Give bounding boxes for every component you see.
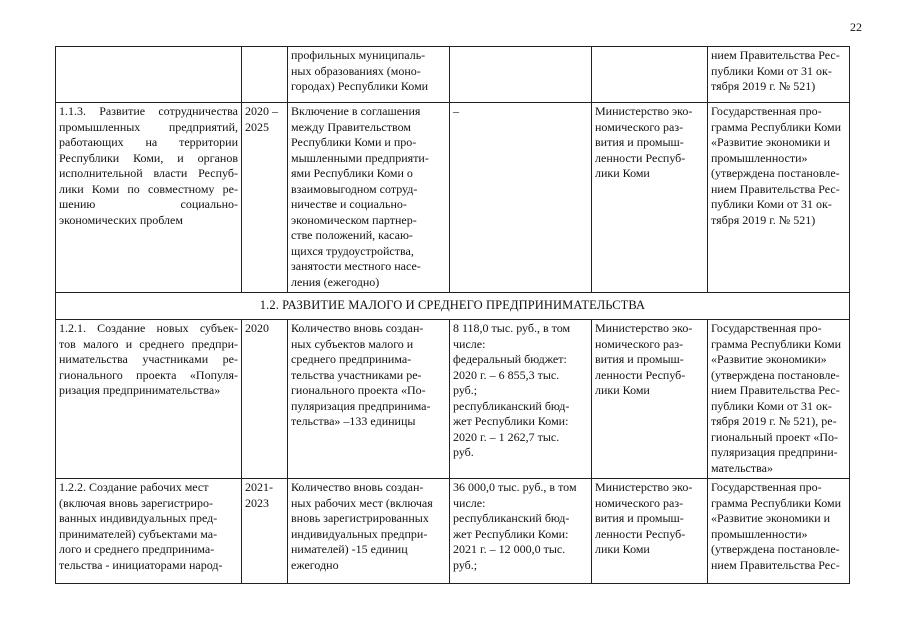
cell-text-line: мышленными предприяти- <box>291 150 429 165</box>
cell-text-line: ванных индивидуальных пред- <box>59 511 218 525</box>
cell-text-line: 2020 г. – 1 262,7 тыс. <box>453 429 560 444</box>
cell-text-line: вития и промыш- <box>595 511 684 525</box>
cell-text-line: взаимовыгодном сотруд- <box>291 181 418 196</box>
cell-text-line: мательства» <box>711 460 773 475</box>
cell-text-line: «Развитие экономики и <box>711 511 831 525</box>
cell-text-line: промышленных предприятий, <box>59 119 238 134</box>
cell-text-line: числе: <box>453 336 486 351</box>
cell-text-line: Количество вновь создан- <box>291 480 424 494</box>
result-cell <box>288 103 450 293</box>
period-cell <box>242 103 288 293</box>
section-heading: 1.2. РАЗВИТИЕ МАЛОГО И СРЕДНЕГО ПРЕДПРИНИМАТЕЛЬСТВА <box>56 293 850 320</box>
measure-cell <box>56 103 242 293</box>
cell-text-line: лики Коми <box>595 383 650 397</box>
funding-cell <box>450 320 592 479</box>
cell-text-line: 2020 г. – 6 855,3 тыс. <box>453 367 560 382</box>
cell-text-line: Государственная про- <box>711 480 822 494</box>
cell-text-line: жет Республики Коми: <box>453 526 569 541</box>
cell-text-line: вития и промыш- <box>595 135 684 149</box>
cell-text-line: 2020 <box>245 321 269 335</box>
cell-text-line: – <box>453 104 459 118</box>
cell-text-line: жет Республики Коми: <box>453 414 569 428</box>
table-row <box>56 320 850 479</box>
cell-text-line: нимательства участниками ре- <box>59 352 238 366</box>
cell-text-line: тельства участниками ре- <box>291 367 422 382</box>
cell-text-line: исполнительной власти Респуб- <box>59 166 238 180</box>
cell-text-line: экономических проблем <box>59 212 183 227</box>
cell-text-line: публики Коми от 31 ок- <box>711 398 832 413</box>
cell-text-line: экономическом партнер- <box>291 212 417 227</box>
cell-text-line: (включая вновь зарегистриро- <box>59 495 213 510</box>
cell-text-line: вития и промыш- <box>595 352 684 366</box>
cell-text-line: 1.1.3. Развитие сотрудничества <box>59 104 238 118</box>
cell-text-line: лого и среднего предпринима- <box>59 542 215 556</box>
period-cell <box>242 320 288 479</box>
period-cell <box>242 479 288 584</box>
funding-cell <box>450 479 592 584</box>
cell-text-line: шению социально- <box>59 197 238 211</box>
cell-text-line: лики Коми <box>595 166 650 180</box>
cell-text-line: среднего предпринима- <box>291 352 412 366</box>
cell-text-line: нием Правительства Рес- <box>711 48 840 62</box>
cell-text-line: нием Правительства Рес- <box>711 181 840 196</box>
cell-text-line: ризация предпринимательства» <box>59 383 221 397</box>
cell-text-line: руб.; <box>453 383 478 397</box>
cell-text-line: лики Коми <box>595 542 650 556</box>
cell-text-line: республиканский бюд- <box>453 511 570 525</box>
table-row <box>56 293 850 320</box>
cell-text-line: публики Коми от 31 ок- <box>711 63 832 78</box>
cell-text-line: публики Коми от 31 ок- <box>711 197 832 211</box>
cell-text-line: Включение в соглашения <box>291 104 421 118</box>
cell-text-line: занятости местного насе- <box>291 259 421 273</box>
cell-text-line: Министерство эко- <box>595 480 693 494</box>
cell-text-line: Министерство эко- <box>595 321 693 335</box>
result-cell <box>288 47 450 103</box>
cell-text-line: ных образованиях (моно- <box>291 63 421 78</box>
cell-text-line: индивидуальных предпри- <box>291 526 428 541</box>
cell-text-line: 2021 г. – 12 000,0 тыс. <box>453 542 566 556</box>
cell-text-line: городах) Республики Коми <box>291 79 429 93</box>
measures-table <box>55 46 850 584</box>
cell-text-line: нием Правительства Рес- <box>711 383 840 397</box>
cell-text-line: Республики Коми и про- <box>291 135 417 149</box>
cell-text-line: профильных муниципаль- <box>291 48 426 62</box>
funding-cell <box>450 47 592 103</box>
cell-text-line: руб. <box>453 445 474 459</box>
cell-text-line: ленности Респуб- <box>595 367 686 382</box>
cell-text-line: промышленности» <box>711 150 808 165</box>
cell-text-line: пуляризация предприни- <box>711 445 838 459</box>
cell-text-line: стве положений, касаю- <box>291 228 413 242</box>
table-row <box>56 479 850 584</box>
cell-text-line: нимателей) -15 единиц <box>291 542 408 556</box>
cell-text-line: республиканский бюд- <box>453 398 570 413</box>
program-cell <box>708 103 850 293</box>
period-cell <box>242 47 288 103</box>
cell-text-line: (утверждена постановле- <box>711 367 840 382</box>
cell-text-line: тября 2019 г. № 521), ре- <box>711 414 837 428</box>
cell-text-line: 8 118,0 тыс. руб., в том <box>453 321 571 335</box>
cell-text-line: «Развитие экономики» <box>711 352 827 366</box>
cell-text-line: 36 000,0 тыс. руб., в том <box>453 480 577 494</box>
cell-text-line: номического раз- <box>595 336 684 351</box>
program-cell <box>708 479 850 584</box>
measure-cell <box>56 479 242 584</box>
cell-text-line: (утверждена постановле- <box>711 542 840 556</box>
cell-text-line: «Развитие экономики и <box>711 135 831 149</box>
cell-text-line: тельства - инициаторами народ- <box>59 557 223 572</box>
cell-text-line: принимателей) субъектами ма- <box>59 526 218 541</box>
cell-text-line: ных субъектов малого и <box>291 336 414 351</box>
cell-text-line: гионального проекта «Популя- <box>59 367 238 382</box>
cell-text-line: промышленности» <box>711 526 808 541</box>
cell-text-line: Государственная про- <box>711 321 822 335</box>
result-cell <box>288 320 450 479</box>
cell-text-line: тельства» –133 единицы <box>291 414 416 428</box>
executor-cell <box>592 479 708 584</box>
cell-text-line: грамма Республики Коми <box>711 119 842 134</box>
cell-text-line: ных рабочих мест (включая <box>291 495 433 510</box>
cell-text-line: руб.; <box>453 557 478 572</box>
cell-text-line: ничестве и социально- <box>291 197 407 211</box>
table-row <box>56 47 850 103</box>
cell-text-line: 2021- <box>245 480 273 494</box>
measure-cell <box>56 320 242 479</box>
cell-text-line: работающих на территории <box>59 135 238 149</box>
cell-text-line: ленности Респуб- <box>595 526 686 541</box>
page-number: 22 <box>850 20 862 34</box>
cell-text-line: Количество вновь создан- <box>291 321 424 335</box>
cell-text-line: 2020 – <box>245 104 278 118</box>
program-cell <box>708 47 850 103</box>
cell-text-line: грамма Республики Коми <box>711 336 842 351</box>
funding-cell <box>450 103 592 293</box>
cell-text-line: тября 2019 г. № 521) <box>711 212 816 227</box>
cell-text-line: 2025 <box>245 119 269 134</box>
executor-cell <box>592 103 708 293</box>
cell-text-line: пуляризация предпринима- <box>291 398 431 413</box>
cell-text-line: ления (ежегодно) <box>291 274 380 289</box>
cell-text-line: Министерство эко- <box>595 104 693 118</box>
cell-text-line: ленности Респуб- <box>595 150 686 165</box>
cell-text-line: между Правительством <box>291 119 411 134</box>
cell-text-line: щихся трудоустройства, <box>291 243 414 258</box>
cell-text-line: лики Коми по совместному ре- <box>59 181 238 196</box>
program-cell <box>708 320 850 479</box>
executor-cell <box>592 47 708 103</box>
cell-text-line: гионального проекта «По- <box>291 383 426 397</box>
cell-text-line: грамма Республики Коми <box>711 495 842 510</box>
measure-cell <box>56 47 242 103</box>
cell-text-line: номического раз- <box>595 119 684 134</box>
cell-text-line: Государственная про- <box>711 104 822 118</box>
cell-text-line: Республики Коми, и органов <box>59 150 238 165</box>
executor-cell <box>592 320 708 479</box>
cell-text-line: 1.2.2. Создание рабочих мест <box>59 480 209 494</box>
cell-text-line: номического раз- <box>595 495 684 510</box>
cell-text-line: нием Правительства Рес- <box>711 557 840 572</box>
table-row <box>56 103 850 293</box>
cell-text-line: ями Республики Коми о <box>291 166 413 180</box>
cell-text-line: 2023 <box>245 495 269 510</box>
cell-text-line: числе: <box>453 495 486 510</box>
cell-text-line: (утверждена постановле- <box>711 166 840 180</box>
cell-text-line: 1.2.1. Создание новых субъек- <box>59 321 238 335</box>
cell-text-line: вновь зарегистрированных <box>291 511 429 525</box>
result-cell <box>288 479 450 584</box>
cell-text-line: гиональный проект «По- <box>711 429 839 444</box>
cell-text-line: федеральный бюджет: <box>453 352 567 366</box>
cell-text-line: ежегодно <box>291 557 339 572</box>
cell-text-line: тября 2019 г. № 521) <box>711 79 816 93</box>
cell-text-line: тов малого и среднего предпри- <box>59 336 238 351</box>
